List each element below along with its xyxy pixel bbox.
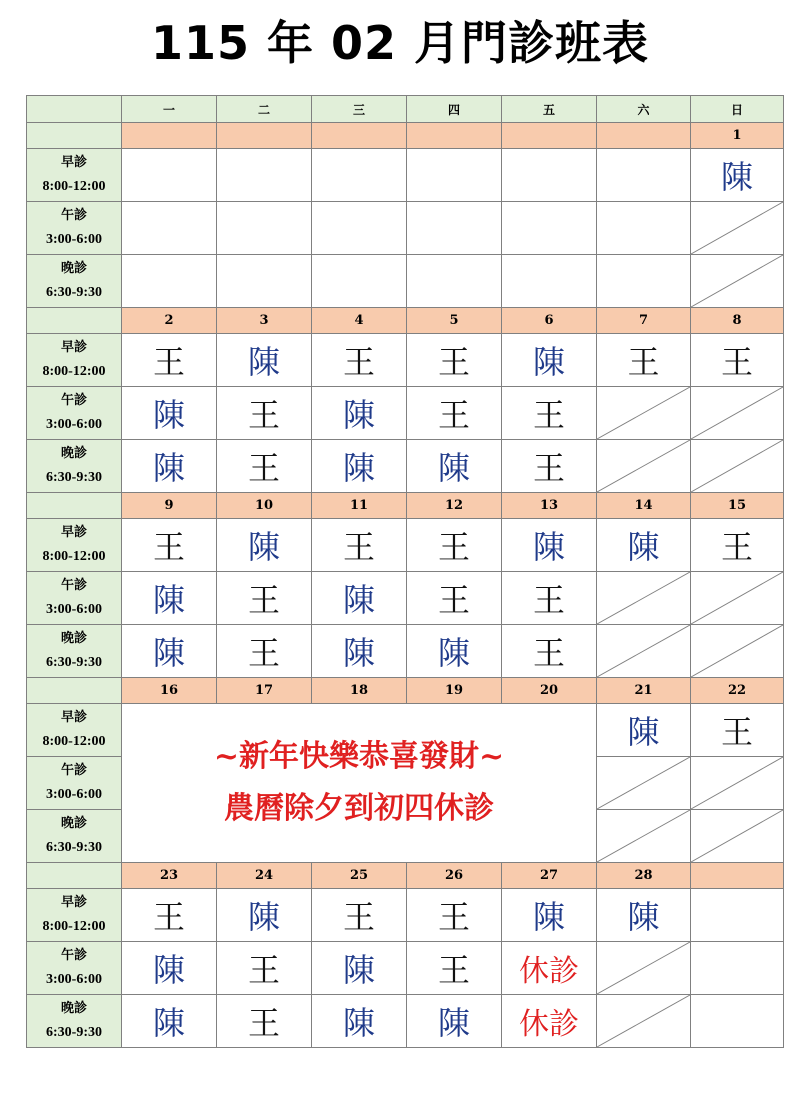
date-cell: 22 (690, 677, 784, 704)
header-corner (26, 95, 122, 123)
closed-slash-cell (690, 439, 784, 493)
date-cell: 21 (596, 677, 691, 704)
closed-slash-cell (596, 624, 691, 678)
date-cell: 2 (121, 307, 217, 334)
date-cell: 18 (311, 677, 407, 704)
weekday-header: 一 (121, 95, 217, 123)
shift-time: 3:00-6:00 (46, 972, 102, 987)
schedule-table (27, 96, 783, 1064)
closed-slash-cell (596, 439, 691, 493)
shift-name: 早診 (60, 710, 87, 725)
shift-name: 早診 (60, 895, 87, 910)
date-cell: 17 (216, 677, 312, 704)
doctor-cell: 陳 (311, 624, 407, 678)
date-row-label (26, 677, 122, 704)
closed-slash-cell (596, 994, 691, 1048)
shift-name: 晚診 (60, 631, 87, 646)
doctor-cell: 陳 (216, 333, 312, 387)
doctor-cell: 陳 (121, 386, 217, 440)
closed-slash-cell (690, 571, 784, 625)
closed-slash-cell (690, 201, 784, 255)
doctor-cell (121, 148, 217, 202)
doctor-cell (596, 254, 691, 308)
shift-label (26, 703, 122, 757)
doctor-cell: 王 (501, 439, 597, 493)
closed-slash-cell (690, 624, 784, 678)
doctor-cell: 陳 (501, 518, 597, 572)
page-title: 115 年 02 月門診班表 (150, 16, 650, 70)
date-cell: 23 (121, 862, 217, 889)
doctor-cell: 休診 (501, 941, 597, 995)
date-cell: 9 (121, 492, 217, 519)
doctor-cell (121, 254, 217, 308)
doctor-cell (216, 148, 312, 202)
doctor-cell: 休診 (501, 994, 597, 1048)
doctor-cell: 王 (596, 333, 691, 387)
doctor-cell: 王 (311, 333, 407, 387)
shift-label (26, 201, 122, 255)
closed-slash-cell (596, 941, 691, 995)
date-cell: 14 (596, 492, 691, 519)
date-cell (596, 122, 691, 149)
weekday-header: 五 (501, 95, 597, 123)
date-row-label (26, 862, 122, 889)
date-cell: 6 (501, 307, 597, 334)
date-cell (121, 122, 217, 149)
doctor-cell (216, 201, 312, 255)
shift-label (26, 571, 122, 625)
weekday-header: 三 (311, 95, 407, 123)
date-cell: 15 (690, 492, 784, 519)
doctor-cell (406, 201, 502, 255)
date-row-label (26, 307, 122, 334)
doctor-cell: 王 (501, 571, 597, 625)
doctor-cell: 王 (501, 386, 597, 440)
doctor-cell: 陳 (121, 624, 217, 678)
doctor-cell: 陳 (121, 571, 217, 625)
shift-name: 午診 (60, 393, 87, 408)
weekday-header: 六 (596, 95, 691, 123)
doctor-cell (690, 888, 784, 942)
doctor-cell: 王 (690, 703, 784, 757)
date-cell: 3 (216, 307, 312, 334)
shift-name: 午診 (60, 763, 87, 778)
doctor-cell: 王 (406, 571, 502, 625)
doctor-cell (121, 201, 217, 255)
shift-name: 早診 (60, 340, 87, 355)
doctor-cell: 陳 (311, 994, 407, 1048)
doctor-cell: 王 (121, 888, 217, 942)
doctor-cell: 王 (216, 386, 312, 440)
date-cell (690, 862, 784, 889)
doctor-cell: 陳 (406, 994, 502, 1048)
shift-time: 3:00-6:00 (46, 602, 102, 617)
shift-time: 3:00-6:00 (46, 787, 102, 802)
doctor-cell: 王 (216, 439, 312, 493)
date-cell: 28 (596, 862, 691, 889)
shift-label (26, 439, 122, 493)
closed-slash-cell (690, 254, 784, 308)
shift-time: 6:30-9:30 (46, 1025, 102, 1040)
closed-slash-cell (690, 756, 784, 810)
shift-time: 8:00-12:00 (42, 919, 106, 934)
doctor-cell: 王 (406, 941, 502, 995)
doctor-cell (311, 201, 407, 255)
date-cell: 16 (121, 677, 217, 704)
shift-name: 早診 (60, 155, 87, 170)
closed-slash-cell (690, 809, 784, 863)
shift-name: 午診 (60, 948, 87, 963)
shift-time: 6:30-9:30 (46, 655, 102, 670)
date-cell (501, 122, 597, 149)
shift-label (26, 624, 122, 678)
closed-slash-cell (596, 386, 691, 440)
doctor-cell: 陳 (501, 333, 597, 387)
doctor-cell (311, 148, 407, 202)
shift-time: 8:00-12:00 (42, 179, 106, 194)
shift-label (26, 518, 122, 572)
shift-label (26, 809, 122, 863)
doctor-cell: 陳 (596, 518, 691, 572)
doctor-cell (406, 148, 502, 202)
doctor-cell: 陳 (596, 888, 691, 942)
date-cell: 25 (311, 862, 407, 889)
doctor-cell (501, 254, 597, 308)
date-cell: 19 (406, 677, 502, 704)
shift-time: 6:30-9:30 (46, 470, 102, 485)
date-cell (216, 122, 312, 149)
doctor-cell: 陳 (690, 148, 784, 202)
shift-label (26, 254, 122, 308)
date-row-label (26, 122, 122, 149)
holiday-greeting: ~新年快樂恭喜發財~ (213, 739, 505, 774)
holiday-banner (121, 703, 597, 863)
shift-time: 3:00-6:00 (46, 417, 102, 432)
doctor-cell: 王 (216, 941, 312, 995)
doctor-cell: 陳 (311, 439, 407, 493)
doctor-cell: 王 (216, 571, 312, 625)
date-cell: 11 (311, 492, 407, 519)
doctor-cell: 陳 (311, 571, 407, 625)
doctor-cell (690, 941, 784, 995)
date-cell (406, 122, 502, 149)
doctor-cell (501, 148, 597, 202)
doctor-cell: 王 (690, 333, 784, 387)
date-cell: 5 (406, 307, 502, 334)
date-row-label (26, 492, 122, 519)
date-cell: 8 (690, 307, 784, 334)
doctor-cell: 陳 (501, 888, 597, 942)
doctor-cell: 陳 (596, 703, 691, 757)
doctor-cell: 王 (311, 888, 407, 942)
doctor-cell (216, 254, 312, 308)
doctor-cell: 陳 (406, 624, 502, 678)
shift-label (26, 941, 122, 995)
shift-time: 3:00-6:00 (46, 232, 102, 247)
shift-label (26, 888, 122, 942)
date-cell: 26 (406, 862, 502, 889)
doctor-cell (501, 201, 597, 255)
doctor-cell: 王 (406, 518, 502, 572)
weekday-header: 四 (406, 95, 502, 123)
shift-label (26, 994, 122, 1048)
date-cell: 24 (216, 862, 312, 889)
date-cell: 10 (216, 492, 312, 519)
doctor-cell: 王 (406, 888, 502, 942)
date-cell: 7 (596, 307, 691, 334)
doctor-cell: 陳 (216, 518, 312, 572)
shift-name: 晚診 (60, 446, 87, 461)
closed-slash-cell (596, 756, 691, 810)
doctor-cell: 王 (690, 518, 784, 572)
shift-name: 晚診 (60, 816, 87, 831)
shift-name: 午診 (60, 208, 87, 223)
date-cell: 13 (501, 492, 597, 519)
doctor-cell (406, 254, 502, 308)
doctor-cell: 王 (501, 624, 597, 678)
doctor-cell (311, 254, 407, 308)
closed-slash-cell (690, 386, 784, 440)
date-cell (311, 122, 407, 149)
doctor-cell: 陳 (311, 941, 407, 995)
date-cell: 1 (690, 122, 784, 149)
shift-time: 8:00-12:00 (42, 364, 106, 379)
doctor-cell: 陳 (121, 941, 217, 995)
shift-label (26, 756, 122, 810)
shift-time: 8:00-12:00 (42, 734, 106, 749)
shift-time: 6:30-9:30 (46, 285, 102, 300)
doctor-cell: 陳 (216, 888, 312, 942)
doctor-cell: 陳 (406, 439, 502, 493)
shift-name: 晚診 (60, 1001, 87, 1016)
doctor-cell: 王 (406, 386, 502, 440)
shift-name: 晚診 (60, 261, 87, 276)
doctor-cell: 陳 (121, 439, 217, 493)
doctor-cell (690, 994, 784, 1048)
shift-label (26, 386, 122, 440)
doctor-cell (596, 201, 691, 255)
date-cell: 20 (501, 677, 597, 704)
weekday-header: 日 (690, 95, 784, 123)
shift-name: 午診 (60, 578, 87, 593)
doctor-cell: 王 (406, 333, 502, 387)
holiday-closure-notice: 農曆除夕到初四休診 (224, 791, 494, 826)
weekday-header: 二 (216, 95, 312, 123)
doctor-cell: 陳 (311, 386, 407, 440)
closed-slash-cell (596, 571, 691, 625)
doctor-cell: 王 (121, 333, 217, 387)
date-cell: 12 (406, 492, 502, 519)
doctor-cell: 王 (121, 518, 217, 572)
date-cell: 4 (311, 307, 407, 334)
date-cell: 27 (501, 862, 597, 889)
doctor-cell: 王 (216, 994, 312, 1048)
closed-slash-cell (596, 809, 691, 863)
doctor-cell (596, 148, 691, 202)
shift-name: 早診 (60, 525, 87, 540)
doctor-cell: 王 (311, 518, 407, 572)
shift-time: 8:00-12:00 (42, 549, 106, 564)
shift-label (26, 333, 122, 387)
doctor-cell: 王 (216, 624, 312, 678)
shift-label (26, 148, 122, 202)
shift-time: 6:30-9:30 (46, 840, 102, 855)
doctor-cell: 陳 (121, 994, 217, 1048)
